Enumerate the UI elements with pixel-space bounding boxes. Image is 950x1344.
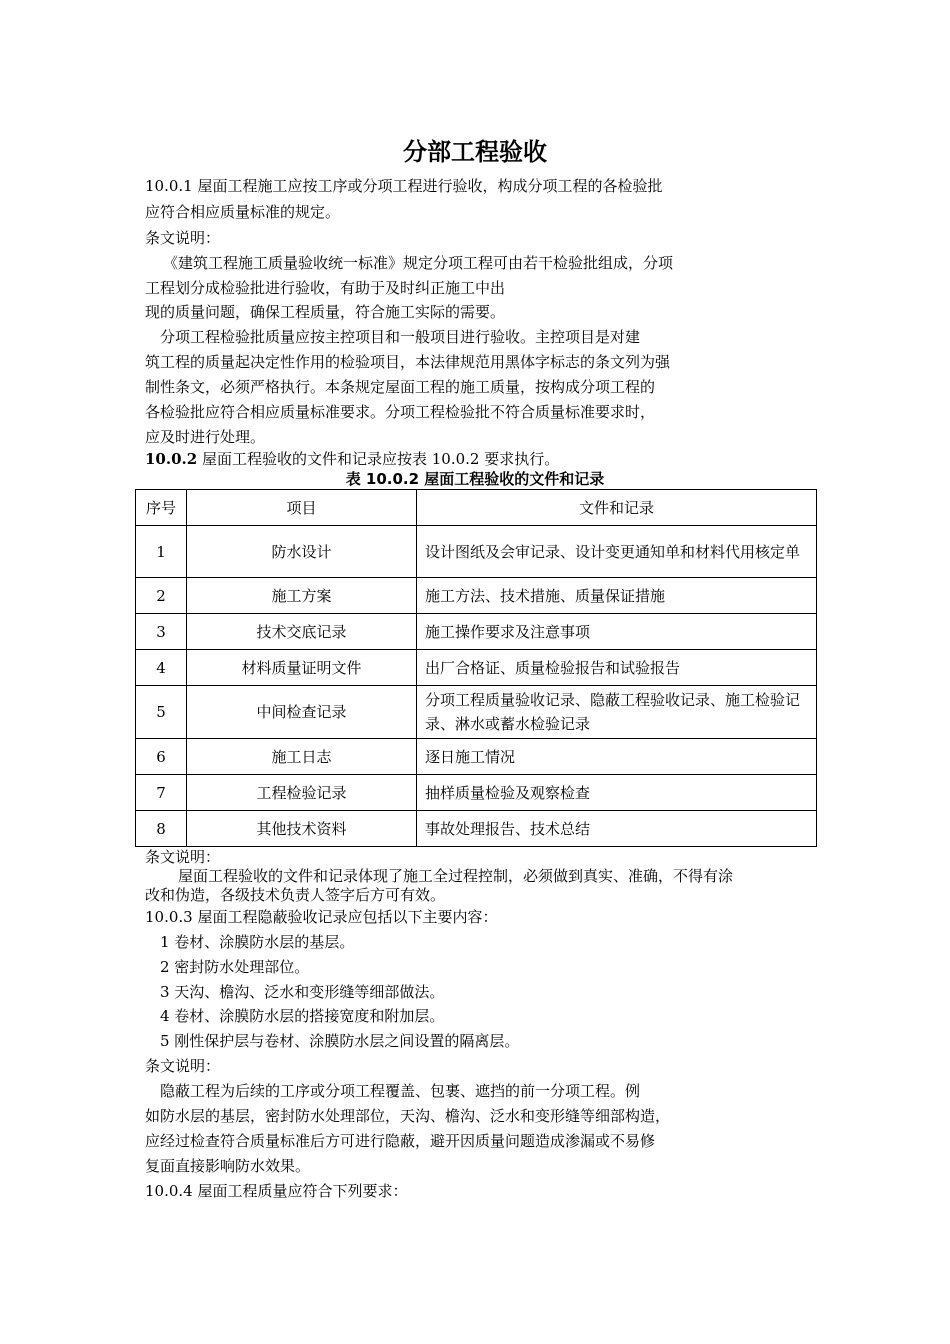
list-item: 3 天沟、檐沟、泛水和变形缝等细部做法。 (160, 983, 445, 1001)
table-row (136, 811, 817, 847)
list-item: 4 卷材、涂膜防水层的搭接宽度和附加层。 (160, 1007, 445, 1025)
table-row (136, 650, 817, 686)
text-line: 改和伪造，各级技术负责人签字后方可有效。 (145, 886, 446, 904)
table-row (136, 526, 817, 578)
text-line: 10.0.3 屋面工程隐蔽验收记录应包括以下主要内容： (145, 908, 498, 926)
cell-no: 8 (136, 811, 187, 847)
list-item: 2 密封防水处理部位。 (160, 958, 310, 976)
table-header-row (136, 490, 817, 526)
table-row (136, 739, 817, 775)
text-line: 应符合相应质量标准的规定。 (145, 203, 341, 221)
cell-item: 材料质量证明文件 (187, 650, 417, 686)
cell-item: 技术交底记录 (187, 614, 417, 650)
text-line: 隐蔽工程为后续的工序或分项工程覆盖、包裹、遮挡的前一分项工程。例 (160, 1082, 641, 1100)
text-line: 分项工程检验批质量应按主控项目和一般项目进行验收。主控项目是对建 (160, 328, 641, 346)
list-item: 5 刚性保护层与卷材、涂膜防水层之间设置的隔离层。 (160, 1032, 520, 1050)
cell-no: 7 (136, 775, 187, 811)
table-row (136, 775, 817, 811)
text-line: 条文说明： (145, 1057, 221, 1075)
cell-record: 施工操作要求及注意事项 (417, 614, 817, 650)
cell-item: 中间检查记录 (187, 686, 417, 739)
text-line: 屋面工程验收的文件和记录体现了施工全过程控制，必须做到真实、准确，不得有涂 (178, 867, 734, 885)
header-no: 序号 (136, 490, 187, 526)
cell-item: 工程检验记录 (187, 775, 417, 811)
clause-number: 10.0.2 (145, 450, 198, 468)
cell-no: 2 (136, 578, 187, 614)
table-caption: 表 10.0.2 屋面工程验收的文件和记录 (345, 470, 605, 488)
text-line: 10.0.4 屋面工程质量应符合下列要求： (145, 1182, 408, 1200)
text-line: 工程划分成检验批进行验收，有助于及时纠正施工中出 (145, 279, 506, 297)
cell-record: 抽样质量检验及观察检查 (417, 775, 817, 811)
page-title: 分部工程验收 (403, 138, 547, 166)
text-line: 应及时进行处理。 (145, 428, 266, 446)
clause-text: 屋面工程验收的文件和记录应按表 10.0.2 要求执行。 (197, 450, 560, 468)
cell-record: 设计图纸及会审记录、设计变更通知单和材料代用核定单 (417, 526, 817, 578)
cell-item: 施工日志 (187, 739, 417, 775)
text-line: 条文说明： (145, 229, 221, 247)
header-item: 项目 (187, 490, 417, 526)
text-line: 各检验批应符合相应质量标准要求。分项工程检验批不符合质量标准要求时， (145, 403, 656, 421)
cell-record: 施工方法、技术措施、质量保证措施 (417, 578, 817, 614)
records-table (135, 489, 817, 847)
cell-item: 防水设计 (187, 526, 417, 578)
cell-no: 5 (136, 686, 187, 739)
cell-no: 6 (136, 739, 187, 775)
cell-item: 其他技术资料 (187, 811, 417, 847)
cell-no: 3 (136, 614, 187, 650)
clause-10-0-2 (145, 449, 559, 469)
text-line: 《建筑工程施工质量验收统一标准》规定分项工程可由若干检验批组成，分项 (163, 254, 674, 272)
cell-item: 施工方案 (187, 578, 417, 614)
cell-record: 分项工程质量验收记录、隐蔽工程验收记录、施工检验记录、淋水或蓄水检验记录 (417, 686, 817, 739)
text-line: 制性条文，必须严格执行。本条规定屋面工程的施工质量，按构成分项工程的 (145, 378, 656, 396)
text-line: 现的质量问题，确保工程质量，符合施工实际的需要。 (145, 303, 506, 321)
text-line: 复面直接影响防水效果。 (145, 1157, 311, 1175)
list-item: 1 卷材、涂膜防水层的基层。 (160, 933, 355, 951)
table-row (136, 686, 817, 739)
text-line: 筑工程的质量起决定性作用的检验项目，本法律规范用黑体字标志的条文列为强 (145, 353, 671, 371)
text-line: 应经过检查符合质量标准后方可进行隐蔽，避开因质量问题造成渗漏或不易修 (145, 1132, 656, 1150)
cell-record: 逐日施工情况 (417, 739, 817, 775)
header-record: 文件和记录 (417, 490, 817, 526)
text-line: 10.0.1 屋面工程施工应按工序或分项工程进行验收，构成分项工程的各检验批 (145, 177, 663, 195)
text-line: 条文说明： (145, 848, 221, 866)
text-line: 如防水层的基层，密封防水处理部位，天沟、檐沟、泛水和变形缝等细部构造， (145, 1107, 671, 1125)
table-row (136, 578, 817, 614)
table-row (136, 614, 817, 650)
cell-record: 出厂合格证、质量检验报告和试验报告 (417, 650, 817, 686)
cell-no: 1 (136, 526, 187, 578)
cell-no: 4 (136, 650, 187, 686)
cell-record: 事故处理报告、技术总结 (417, 811, 817, 847)
